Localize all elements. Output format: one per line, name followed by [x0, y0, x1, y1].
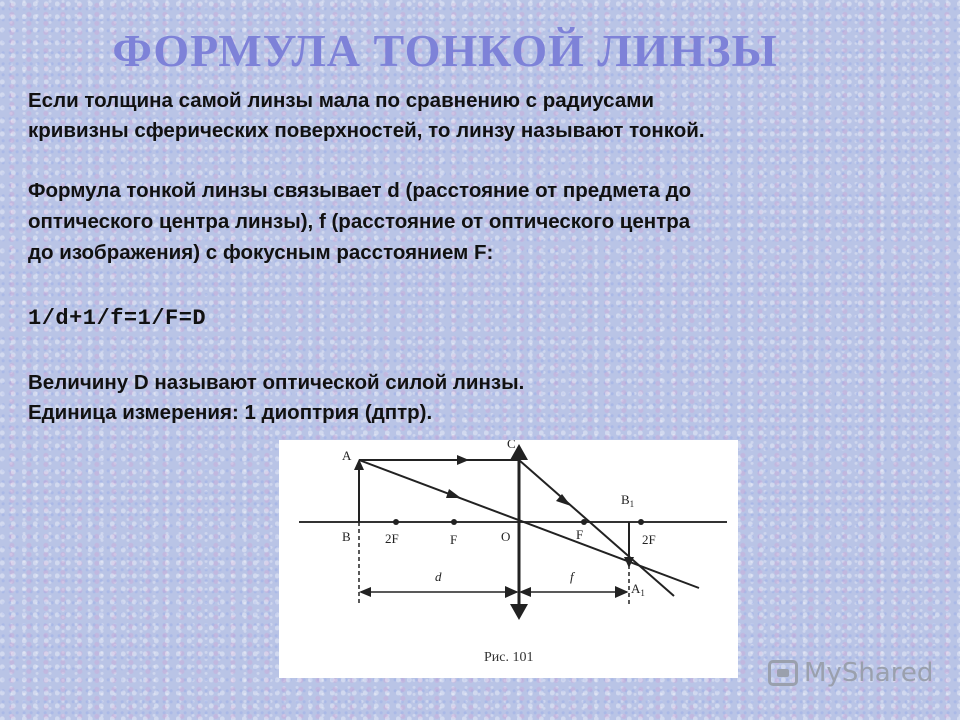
text-line: до изображения) с фокусным расстоянием F:	[28, 241, 494, 264]
figure-caption: Рис. 101	[484, 650, 534, 665]
text-line: оптического центра линзы), f (расстояние от оптического центра	[28, 210, 691, 233]
lens-ray-diagram	[279, 440, 738, 678]
watermark-text: MyShared	[804, 658, 934, 688]
label-a: A	[342, 448, 352, 463]
slide-title: ФОРМУЛА ТОНКОЙ ЛИНЗЫ	[112, 25, 778, 76]
point-f-right	[581, 519, 587, 525]
label-c: C	[507, 440, 516, 451]
label-a1: $A_1$	[631, 581, 645, 598]
label-f-left: F	[450, 532, 458, 547]
text-line: Величину D называют оптической силой линзы.	[28, 371, 525, 394]
optical-power-paragraph	[28, 368, 928, 428]
watermark	[768, 655, 933, 691]
label-b: B	[342, 529, 351, 544]
label-2f-left: 2F	[385, 531, 399, 546]
definition-paragraph	[28, 86, 928, 146]
lens-bottom-arrow	[510, 604, 528, 620]
ray-through-center	[359, 460, 699, 588]
label-b1: $B_1$	[621, 492, 635, 509]
point-2f-right	[638, 519, 644, 525]
label-d: d	[435, 569, 442, 584]
text-line: Единица измерения: 1 диоптрия (дптр).	[28, 401, 433, 424]
text-line: кривизны сферических поверхностей, то линзу называют тонкой.	[28, 119, 705, 142]
label-f: f	[570, 569, 574, 584]
label-o: O	[501, 529, 511, 544]
label-f-right: F	[576, 527, 584, 542]
label-2f-right: 2F	[642, 532, 656, 547]
point-f-left	[451, 519, 457, 525]
presentation-icon	[768, 660, 798, 686]
text-line: Если толщина самой линзы мала по сравнению с радиусами	[28, 89, 655, 112]
formula-description-paragraph	[28, 175, 928, 268]
text-line: Формула тонкой линзы связывает d (расстояние от предмета до	[28, 179, 692, 202]
point-2f-left	[393, 519, 399, 525]
lens-formula: 1/d+1/f=1/F=D	[28, 306, 207, 331]
